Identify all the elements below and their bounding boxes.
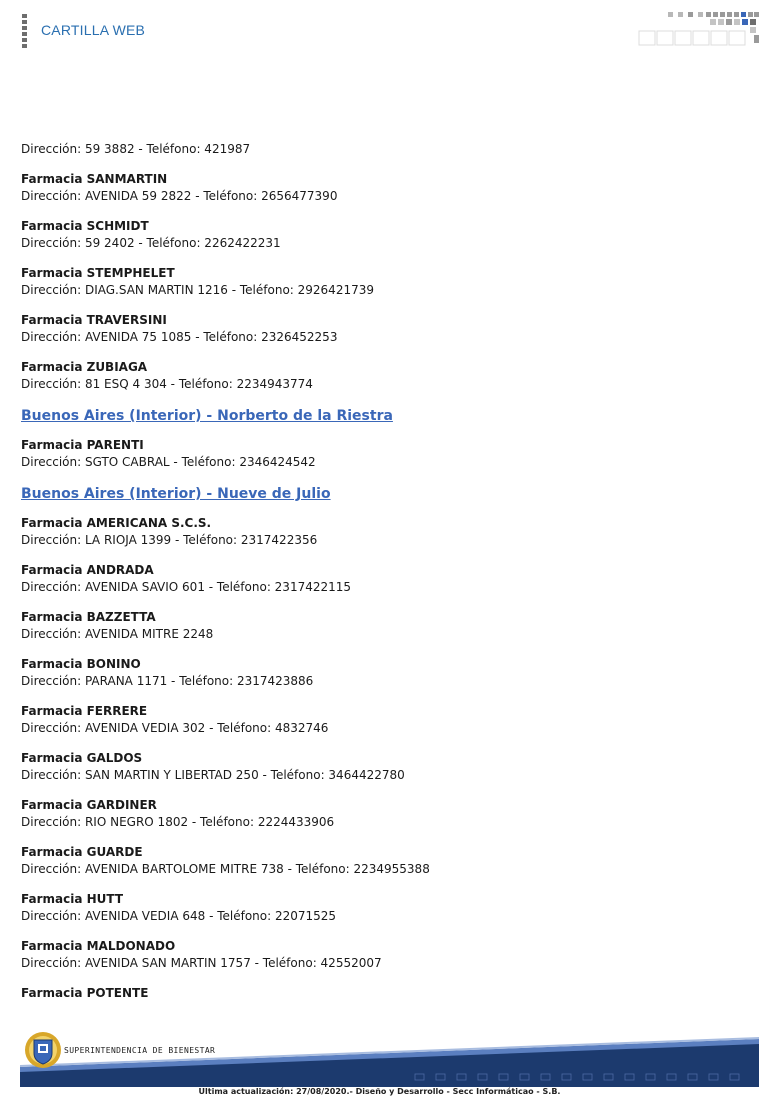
list-item: [21, 265, 741, 299]
entry-name: Farmacia GALDOS: [21, 751, 143, 765]
list-item: [21, 656, 741, 690]
header-title: CARTILLA WEB: [41, 22, 146, 38]
header-grid-logo-icon: [638, 12, 759, 46]
list-item: [21, 985, 741, 1002]
entry-name: Farmacia HUTT: [21, 892, 124, 906]
entry-address: Dirección: DIAG.SAN MARTIN 1216 - Teléfono: 2926421739: [21, 283, 374, 297]
entry-name: Farmacia SANMARTIN: [21, 172, 168, 186]
list-item: [21, 750, 741, 784]
list-item: [21, 609, 741, 643]
entry-address: Dirección: 59 2402 - Teléfono: 2262422231: [21, 236, 281, 250]
footer-org-name: SUPERINTENDENCIA DE BIENESTAR: [64, 1046, 216, 1055]
entry-address: Dirección: RIO NEGRO 1802 - Teléfono: 2224433906: [21, 815, 335, 829]
list-item: [21, 797, 741, 831]
entry-address: Dirección: AVENIDA BARTOLOME MITRE 738 - Teléfono: 2234955388: [21, 862, 430, 876]
footer-band: [20, 1030, 759, 1088]
entry-name: Farmacia FERRERE: [21, 704, 148, 718]
entry-name: Farmacia MALDONADO: [21, 939, 176, 953]
entry-address: Dirección: 81 ESQ 4 304 - Teléfono: 2234943774: [21, 377, 313, 391]
entry-address: Dirección: SGTO CABRAL - Teléfono: 2346424542: [21, 455, 316, 469]
list-item: [21, 562, 741, 596]
section-heading-norberto-de-la-riestra[interactable]: Buenos Aires (Interior) - Norberto de la Riestra: [21, 408, 393, 424]
entry-address: Dirección: LA RIOJA 1399 - Teléfono: 2317422356: [21, 533, 318, 547]
entry-name: Farmacia BAZZETTA: [21, 610, 156, 624]
entry-name: Farmacia GUARDE: [21, 845, 143, 859]
list-item: [21, 938, 741, 972]
list-item: [21, 359, 741, 393]
list-item: [21, 171, 741, 205]
entry-address: Dirección: AVENIDA SAVIO 601 - Teléfono: 2317422115: [21, 580, 352, 594]
footer-update-text: Ultima actualización: 27/08/2020.- Diseño y Desarrollo - Secc Informáticao - S.B.: [198, 1087, 561, 1096]
entry-name: Farmacia ANDRADA: [21, 563, 154, 577]
entry-name: Farmacia POTENTE: [21, 986, 149, 1000]
entry-name: Farmacia TRAVERSINI: [21, 313, 167, 327]
list-item: [21, 515, 741, 549]
entry-address: Dirección: AVENIDA SAN MARTIN 1757 - Teléfono: 42552007: [21, 956, 382, 970]
list-item: [21, 844, 741, 878]
entry-address: Dirección: 59 3882 - Teléfono: 421987: [21, 142, 251, 156]
entry-name: Farmacia STEMPHELET: [21, 266, 175, 280]
entry-name: Farmacia GARDINER: [21, 798, 157, 812]
entry-name: Farmacia AMERICANA S.C.S.: [21, 516, 212, 530]
entry-name: Farmacia ZUBIAGA: [21, 360, 148, 374]
entry-name: Farmacia SCHMIDT: [21, 219, 149, 233]
list-item: [21, 891, 741, 925]
list-item: [21, 218, 741, 252]
entry-name: Farmacia PARENTI: [21, 438, 144, 452]
institution-seal-icon: [24, 1031, 62, 1069]
entry-address: Dirección: AVENIDA 75 1085 - Teléfono: 2326452253: [21, 330, 338, 344]
entry-name: Farmacia BONINO: [21, 657, 141, 671]
entry-address: Dirección: AVENIDA 59 2822 - Teléfono: 2656477390: [21, 189, 338, 203]
list-item: [21, 703, 741, 737]
entry-address: Dirección: PARANA 1171 - Teléfono: 2317423886: [21, 674, 314, 688]
entry-address: Dirección: AVENIDA VEDIA 302 - Teléfono: 4832746: [21, 721, 329, 735]
entry-address: Dirección: SAN MARTIN Y LIBERTAD 250 - Teléfono: 3464422780: [21, 768, 405, 782]
header-bar-decoration: [22, 14, 27, 48]
section-heading-nueve-de-julio[interactable]: Buenos Aires (Interior) - Nueve de Julio: [21, 486, 331, 502]
entry-address: Dirección: AVENIDA MITRE 2248: [21, 627, 214, 641]
entry-address: Dirección: AVENIDA VEDIA 648 - Teléfono: 22071525: [21, 909, 337, 923]
list-item: [21, 312, 741, 346]
list-item: [21, 141, 741, 158]
pharmacy-list: [21, 141, 741, 1015]
list-item: [21, 437, 741, 471]
